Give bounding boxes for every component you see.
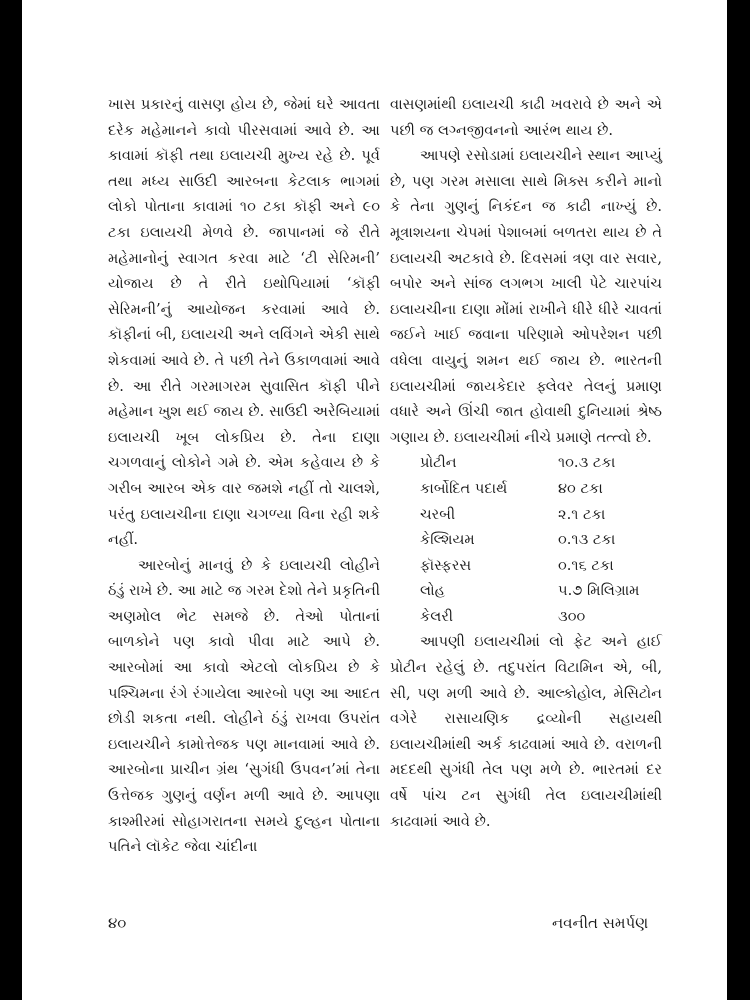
right-paragraph-3: આપણી ઇલાયચીમાં લો ફેટ અને હાઈ પ્રોટીન રહેલું છે. તદુપરાંત વિટામિન એ, બી, સી, પણ મળી આવે છે. આલ્કોહોલ, મેસિટોન વગેરે રાસાયણિક દ્રવ્યોની સહાયથી ઇલાયચીમાંથી અર્ક કાઢવામાં આવે છે. વરાળની મદદથી સુગંધી તેલ પણ મળે છે. ભારતમાં દર વર્ષે પાંચ ટન સુગંધી તેલ ઇલાયચીમાંથી કાઢવામાં આવે છે.	[390, 633, 662, 830]
nutrient-row	[420, 604, 639, 630]
left-paragraph-2: આરબોનું માનવું છે કે ઇલાયચી લોહીને ઠંડું રાખે છે. આ માટે જ ગરમ દેશો તેને પ્રકૃતિની અણમોલ ભેટ સમજે છે. તેઓ પોતાનાં બાળકોને પણ કાવો પીવા માટે આપે છે. આરબોમાં આ કાવો એટલો લોકપ્રિય છે કે પશ્ચિમના રંગે રંગાયેલા આરબો પણ આ આદત છોડી શકતા નથી. લોહીને ઠંડું રાખવા ઉપરાંત ઇલાયચીને કામોત્તેજક પણ માનવામાં આવે છે. આરબોના પ્રાચીન ગ્રંથ ‘સુગંધી ઉપવન’માં તેના ઉત્તેજક ગુણનું વર્ણન મળી આવે છે. આપણા કાશ્મીરમાં સોહાગરાતના સમયે દુલ્હન પોતાના પતિને લૉકેટ જેવા ચાંદીના	[108, 556, 380, 856]
nutrient-name: કેલ્શિયમ	[420, 531, 475, 549]
nutrient-value: ૧૦.૩ ટકા	[558, 454, 616, 472]
nutrient-row	[420, 527, 639, 553]
nutrient-name: ફૉસ્ફરસ	[420, 556, 472, 574]
nutrient-row	[420, 502, 639, 528]
nutrient-row	[420, 553, 639, 579]
nutrient-name: કાર્બોદિત પદાર્થ	[420, 479, 508, 497]
page-number: ૪૦	[108, 914, 127, 932]
nutrient-table	[420, 450, 639, 629]
right-paragraph-2: આપણે રસોડામાં ઇલાયચીને સ્થાન આપ્યું છે, પણ ગરમ મસાલા સાથે મિક્સ કરીને માનો કે તેના ગુણનું નિકંદન જ કાઢી નાખ્યું છે. મૂત્રાશયના ચેપમાં પેશાબમાં બળતરા થાય છે તે ઇલાયચી અટકાવે છે. દિવસમાં ત્રણ વાર સવાર, બપોર અને સાંજ લગભગ ખાલી પેટે ચારપાંચ ઇલાયચીના દાણા મોંમાં રાખીને ધીરે ધીરે ચાવતાં જઈને ખાઈ જવાના પરિણામે ઓપરેશન પછી વધેલા વાયુનું શમન થઈ જાય છે. ભારતની ઇલાયચીમાં જાયકેદાર ફ્લેવર તેલનું પ્રમાણ વધારે અને ઊંચી જાત હોવાથી દુનિયામાં શ્રેષ્ઠ ગણાય છે. ઇલાયચીમાં નીચે પ્રમાણે તત્ત્વો છે.	[390, 147, 662, 446]
left-text-column	[108, 92, 380, 860]
nutrient-row	[420, 450, 639, 476]
nutrient-name: કેલરી	[420, 607, 454, 625]
nutrient-value: ૨.૧ ટકા	[558, 505, 606, 523]
right-paragraph-1: વાસણમાંથી ઇલાયચી કાઢી ખવરાવે છે અને એ પછી જ લગ્નજીવનનો આરંભ થાય છે.	[390, 96, 662, 139]
nutrient-value: ૩૦૦	[558, 607, 586, 625]
nutrient-name: લોહ	[420, 582, 446, 600]
nutrient-row	[420, 578, 639, 604]
nutrient-value: ૦.૧૬ ટકા	[558, 556, 614, 574]
left-paragraph-1: ખાસ પ્રકારનું વાસણ હોય છે, જેમાં ઘરે આવતા દરેક મહેમાનને કાવો પીરસવામાં આવે છે. આ કાવામાં કૉફી તથા ઇલાયચી મુખ્ય રહે છે. પૂર્વ તથા મધ્ય સાઉદી આરબના કેટલાક ભાગમાં લોકો પોતાના કાવામાં ૧૦ ટકા કૉફી અને ૯૦ ટકા ઇલાયચી મેળવે છે. જાપાનમાં જે રીતે મહેમાનોનું સ્વાગત કરવા માટે ‘ટી સેરિમની’ યોજાય છે તે રીતે ઇથોપિયામાં ‘કૉફી સેરિમની’નું આયોજન કરવામાં આવે છે. કૉફીનાં બી, ઇલાયચી અને લવિંગને એકી સાથે શેકવામાં આવે છે. તે પછી તેને ઉકાળવામાં આવે છે. આ રીતે ગરમાગરમ સુવાસિત કૉફી પીને મહેમાન ખુશ થઈ જાય છે. સાઉદી અરેબિયામાં ઇલાયચી ખૂબ લોકપ્રિય છે. તેના દાણા ચગળવાનું લોકોને ગમે છે. એમ કહેવાય છે કે ગરીબ આરબ એક વાર જમશે નહીં તો ચાલશે, પરંતુ ઇલાયચીના દાણા ચગળ્યા વિના રહી શકે નહીં.	[108, 96, 380, 549]
nutrient-value: ૦.૧૩ ટકા	[558, 531, 616, 549]
right-text-column	[390, 92, 662, 834]
magazine-page	[22, 0, 727, 1000]
nutrient-value: ૪૦ ટકા	[558, 479, 603, 497]
nutrient-row	[420, 476, 639, 502]
nutrient-value: ૫.૭ મિલિગ્રામ	[558, 582, 640, 600]
nutrient-name: પ્રોટીન	[420, 454, 457, 472]
nutrient-name: ચરબી	[420, 505, 456, 523]
magazine-name: નવનીત સમર્પણ	[552, 914, 649, 932]
